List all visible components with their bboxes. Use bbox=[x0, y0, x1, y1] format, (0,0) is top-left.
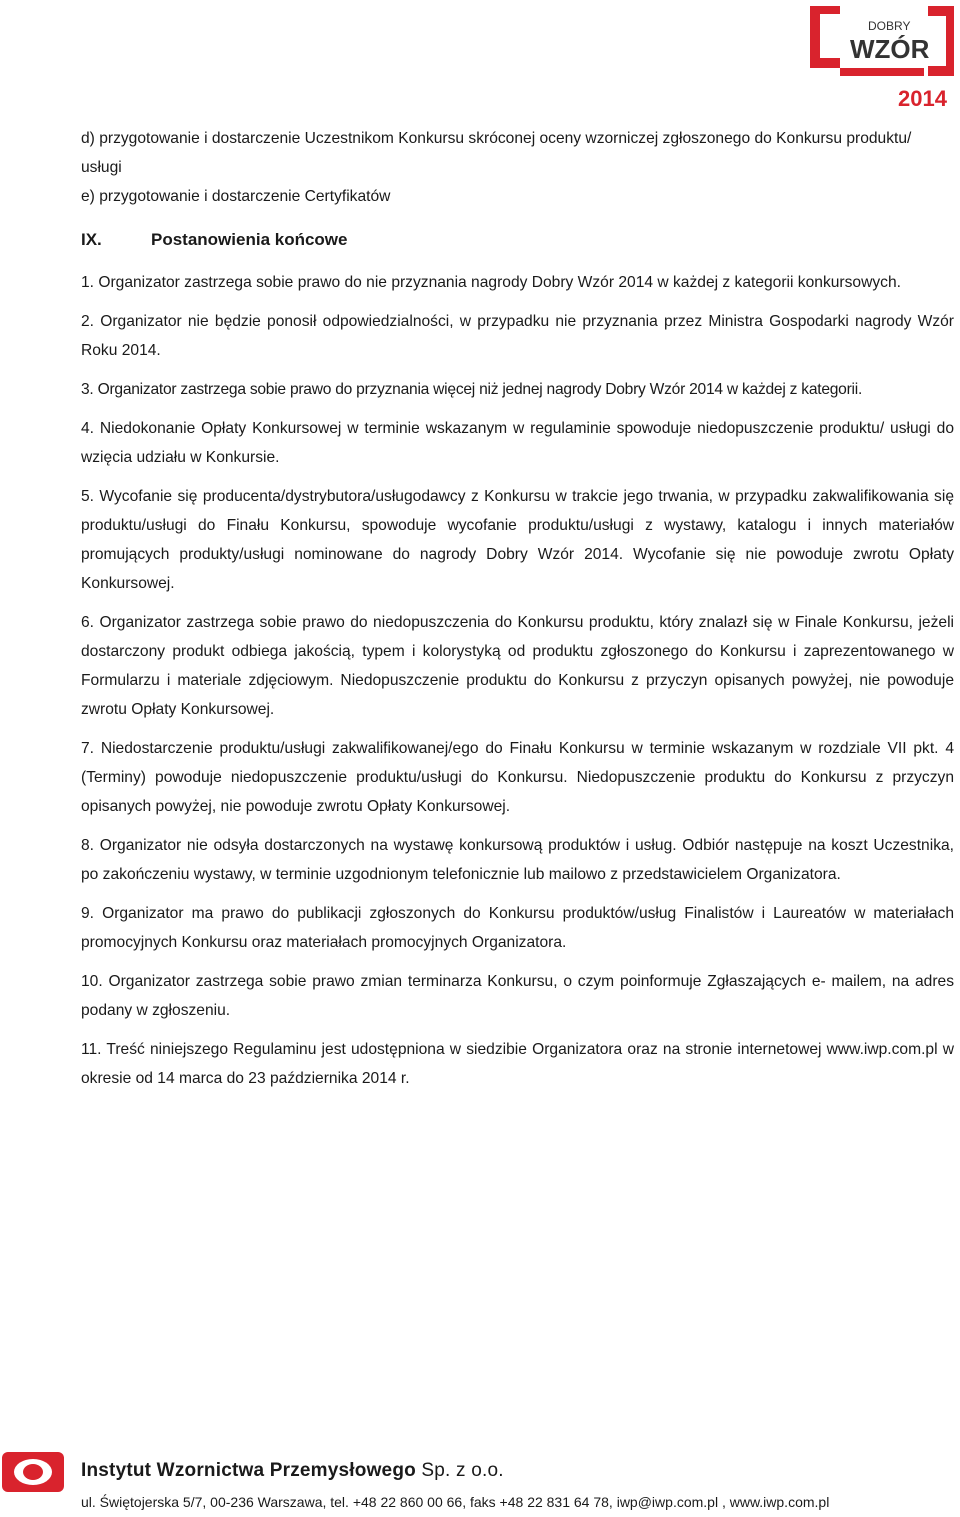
organization-suffix: Sp. z o.o. bbox=[415, 1460, 504, 1481]
item-d bbox=[81, 124, 954, 182]
clause-7: 7. Niedostarczenie produktu/usługi zakwalifikowanej/ego do Finału Konkursu w terminie wskazanym w rozdziale VII pkt. 4 (Terminy) powoduje niedopuszczenie produktu/usługi do Konkursu. Niedopuszczenie produktu do Konkursu z przyczyn opisanych powyżej, nie powoduje zwrotu Opłaty Konkursowej. bbox=[81, 740, 954, 815]
clause-4: 4. Niedokonanie Opłaty Konkursowej w terminie wskazanym w regulaminie spowoduje niedopuszczenie produktu/ usługi do wzięcia udziału w Konkursie. bbox=[81, 420, 954, 466]
item-d-line2: usługi bbox=[81, 159, 122, 176]
clause-9: 9. Organizator ma prawo do publikacji zgłoszonych do Konkursu produktów/usług Finalistów i Laureatów w materiałach promocyjnych Konkursu oraz materiałach promocyjnych Organizatora. bbox=[81, 905, 954, 951]
dobry-wzor-logo bbox=[810, 6, 954, 108]
clause-11: 11. Treść niniejszego Regulaminu jest udostępniona w siedzibie Organizatora oraz na stronie internetowej www.iwp.com.pl w okresie od 14 marca do 23 października 2014 r. bbox=[81, 1041, 954, 1087]
clause-8: 8. Organizator nie odsyła dostarczonych na wystawę konkursową produktów i usług. Odbiór następuje na koszt Uczestnika, po zakończeniu wystawy, w terminie uzgodnionym telefonicznie lub mailowo z przedstawicielem Organizatora. bbox=[81, 837, 954, 883]
clause-10: 10. Organizator zastrzega sobie prawo zmian terminarza Konkursu, o czym poinformuje Zgłaszających e- mailem, na adres podany w zgłoszeniu. bbox=[81, 973, 954, 1019]
logo-year: 2014 bbox=[898, 86, 947, 108]
clause-3: 3. Organizator zastrzega sobie prawo do przyznania więcej niż jednej nagrody Dobry Wzór 2014 w każdej z kategorii. bbox=[81, 381, 863, 398]
clause-1: 1. Organizator zastrzega sobie prawo do nie przyznania nagrody Dobry Wzór 2014 w każdej z kategorii konkursowych. bbox=[81, 274, 901, 291]
clause-2: 2. Organizator nie będzie ponosił odpowiedzialności, w przypadku nie przyznania przez Ministra Gospodarki nagrody Wzór Roku 2014. bbox=[81, 313, 954, 359]
document-body bbox=[81, 124, 954, 1093]
clause-6: 6. Organizator zastrzega sobie prawo do niedopuszczenia do Konkursu produktu, który znalazł się w Finale Konkursu, jeżeli dostarczony produkt odbiega jakością, typem i kolorystyką od produktu zgłoszonego do Konkursu i zaprezentowanego w Formularzu i materiale zdjęciowym. Niedopuszczenie produktu do Konkursu z przyczyn opisanych powyżej, nie powoduje zwrotu Opłaty Konkursowej. bbox=[81, 614, 954, 718]
organization-name-bold: Instytut Wzornictwa Przemysłowego bbox=[81, 1460, 416, 1481]
logo-line2: WZÓR bbox=[850, 34, 930, 64]
item-d-line1: d) przygotowanie i dostarczenie Uczestnikom Konkursu skróconej oceny wzorniczej zgłoszonego do Konkursu produktu/ bbox=[81, 130, 912, 147]
item-e: e) przygotowanie i dostarczenie Certyfikatów bbox=[81, 188, 391, 205]
logo-line1: DOBRY bbox=[868, 19, 911, 33]
section-heading bbox=[81, 225, 954, 254]
page-footer bbox=[0, 1450, 960, 1517]
section-title: Postanowienia końcowe bbox=[151, 230, 348, 249]
section-number: IX. bbox=[81, 230, 102, 249]
organization-address: ul. Świętojerska 5/7, 00-236 Warszawa, tel. +48 22 860 00 66, faks +48 22 831 64 78, iwp@iwp.com.pl , www.iwp.com.pl bbox=[81, 1494, 830, 1510]
iwp-logo bbox=[2, 1452, 64, 1492]
clause-5: 5. Wycofanie się producenta/dystrybutora/usługodawcy z Konkursu w trakcie jego trwania, w przypadku zakwalifikowania się produktu/usługi do Finału Konkursu, spowoduje wycofanie produktu/usługi z wystawy, katalogu i innych materiałów promujących produkty/usługi nominowane do nagrody Dobry Wzór 2014. Wycofanie się nie powoduje zwrotu Opłaty Konkursowej. bbox=[81, 488, 954, 592]
organization-name bbox=[81, 1460, 504, 1482]
